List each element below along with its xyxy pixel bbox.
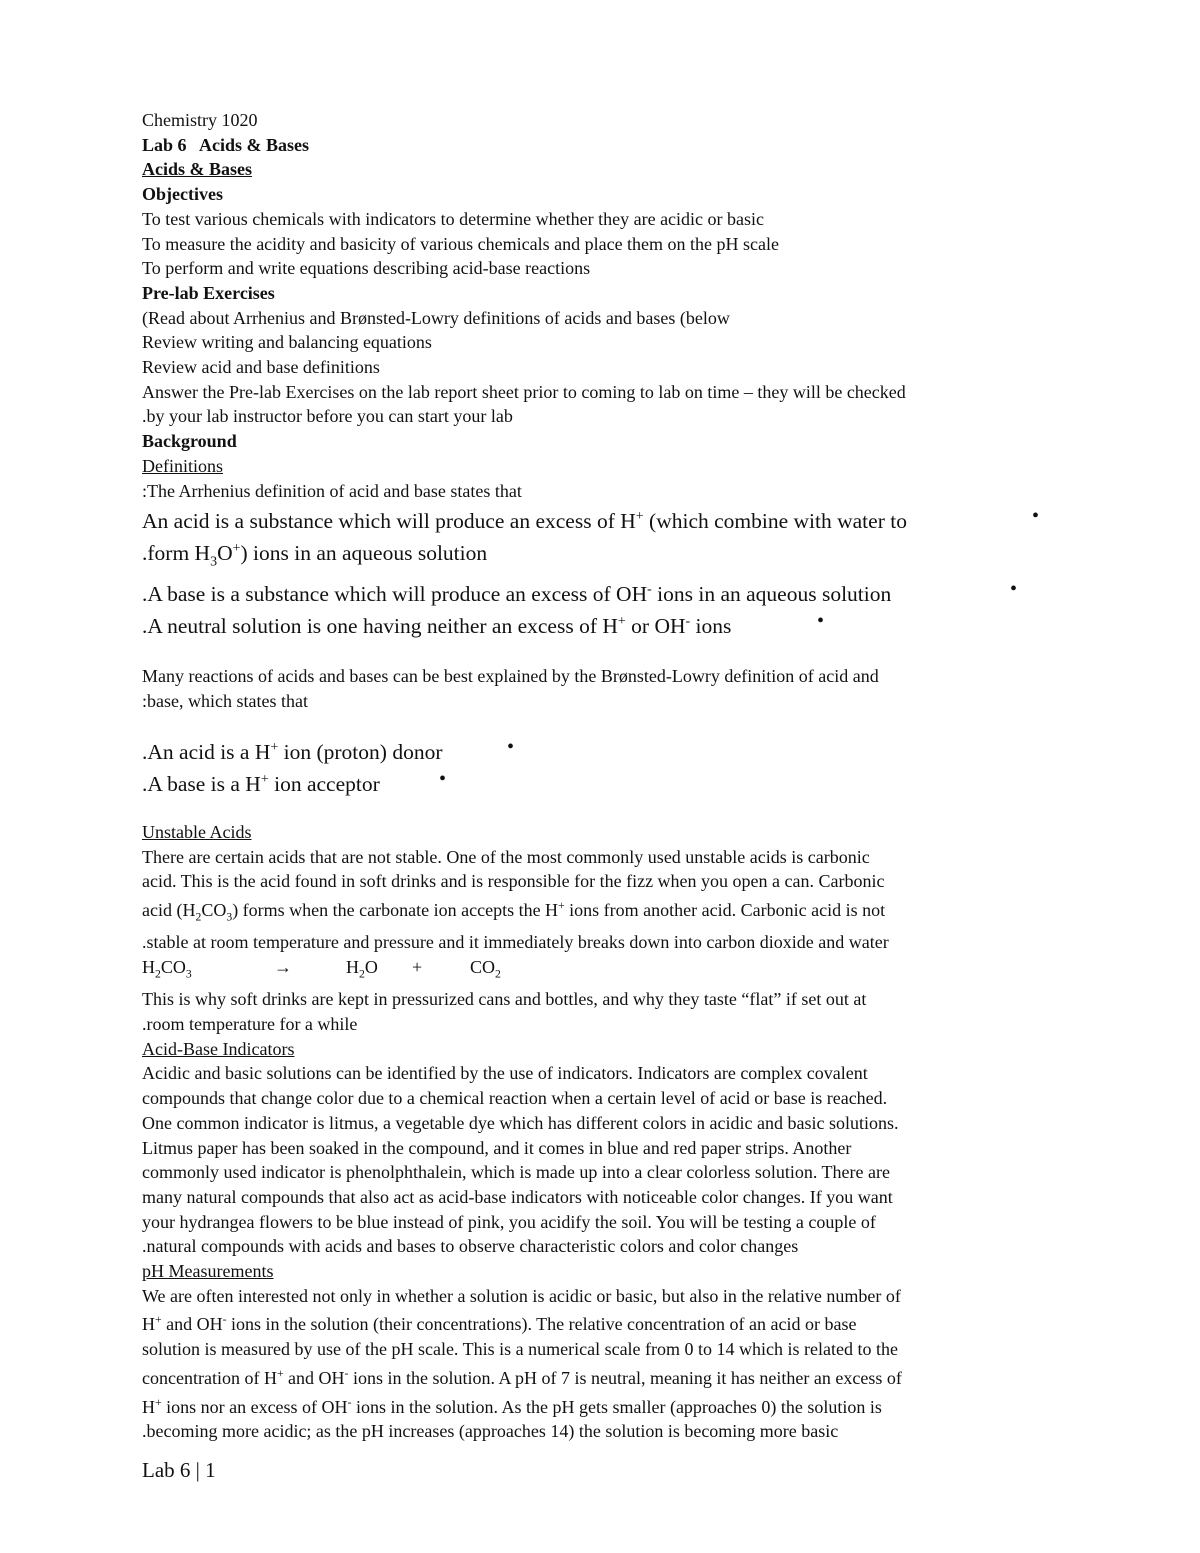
paragraph-line: commonly used indicator is phenolphthalein, which is made up into a clear colorless solution. There are [142,1162,890,1183]
arrhenius-base-text: .A base is a substance which will produce an excess of OH- ions in an aqueous solution [142,581,892,607]
arrhenius-acid-continued: .form $H_3O^+$) ions in an aqueous solution [142,541,488,570]
prelab-item: Review writing and balancing equations [142,332,432,353]
paragraph-line: compounds that change color due to a chemical reaction when a certain level of acid or base is reached. [142,1088,888,1109]
definitions-heading: Definitions [142,455,223,476]
paragraph-line: Litmus paper has been soaked in the compound, and it comes in blue and red paper strips. Another [142,1137,852,1158]
prelab-heading: Pre-lab Exercises [142,282,275,303]
section-title: Acids & Bases [142,159,253,180]
bronsted-intro: Many reactions of acids and bases can be best explained by the Brønsted-Lowry definition of acid and [142,666,879,687]
bronsted-acid-text: .An acid is a H+ ion (proton) donor [142,739,443,764]
paragraph-line: We are often interested not only in whether a solution is acidic or basic, but also in the relative number of [142,1285,901,1306]
carbonic-acid-equation: $H_2CO_3 \to H_2O + CO_2$ [142,957,501,981]
bronsted-acid-item [142,734,514,766]
paragraph-line: .room temperature for a while [142,1014,358,1034]
bullet-icon: • [438,767,446,790]
paragraph-line: .stable at room temperature and pressure and it immediately breaks down into carbon dioxide and water [142,932,889,953]
arrhenius-intro: :The Arrhenius definition of acid and base states that [142,480,522,501]
arrhenius-neutral-item [142,608,824,640]
page-footer: Lab 6 | 1 [142,1458,216,1482]
prelab-item: Review acid and base definitions [142,357,380,378]
bullet-icon: • [1031,505,1039,528]
prelab-item: .by your lab instructor before you can start your lab [142,406,513,427]
paragraph-line: One common indicator is litmus, a vegetable dye which has different colors in acidic and basic solutions. [142,1112,899,1133]
lab-title: Lab 6 Acids & Bases [142,134,310,155]
paragraph-line: many natural compounds that also act as acid-base indicators with noticeable color changes. If you want [142,1186,893,1207]
paragraph-line: This is why soft drinks are kept in pressurized cans and bottles, and why they taste “flat” if set out at [142,989,867,1010]
objective-item: To perform and write equations describing acid-base reactions [142,258,591,279]
indicators-heading: Acid-Base Indicators [142,1038,295,1059]
bullet-icon: • [506,735,514,758]
paragraph-line: H+ ions nor an excess of OH- ions in the solution. As the pH gets smaller (approaches 0) the solution is [142,1395,882,1417]
prelab-item: Answer the Pre-lab Exercises on the lab report sheet prior to coming to lab on time – they will be checked [142,381,906,402]
arrhenius-acid-item [142,503,1039,535]
paragraph-line: your hydrangea flowers to be blue instead of pink, you acidify the soil. You will be testing a couple of [142,1211,876,1232]
bronsted-base-text: .A base is a H+ ion acceptor [142,771,380,796]
bronsted-intro-continued: :base, which states that [142,690,308,711]
paragraph-line: There are certain acids that are not stable. One of the most commonly used unstable acids is carbonic [142,846,870,867]
paragraph-line: acid $(H_2CO_3)$ forms when the carbonate ion accepts the H+ ions from another acid. Carbonic acid is not [142,899,886,924]
prelab-item: (Read about Arrhenius and Brønsted-Lowry definitions of acids and bases (below [142,307,730,328]
unstable-acids-heading: Unstable Acids [142,821,252,842]
objective-item: To test various chemicals with indicators to determine whether they are acidic or basic [142,208,765,229]
arrow-icon: → [274,957,292,977]
arrhenius-base-item [142,576,1017,608]
bullet-icon: • [1009,577,1017,600]
paragraph-line: .natural compounds with acids and bases to observe characteristic colors and color changes [142,1236,799,1257]
objective-item: To measure the acidity and basicity of various chemicals and place them on the pH scale [142,233,780,254]
bronsted-base-item [142,766,446,798]
objectives-heading: Objectives [142,184,223,205]
arrhenius-acid-text: An acid is a substance which will produce an excess of H+ (which combine with water to [142,509,907,534]
paragraph-line: concentration of H+ and OH- ions in the solution. A pH of 7 is neutral, meaning it has neither an excess of [142,1366,902,1388]
document-body [142,108,1072,1444]
background-heading: Background [142,431,237,452]
paragraph-line: H+ and OH- ions in the solution (their concentrations). The relative concentration of an acid or base [142,1313,857,1335]
paragraph-line: .becoming more acidic; as the pH increases (approaches 14) the solution is becoming more basic [142,1421,839,1442]
paragraph-line: acid. This is the acid found in soft drinks and is responsible for the fizz when you open a can. Carbonic [142,871,885,892]
ph-heading: pH Measurements [142,1261,274,1282]
bullet-icon: • [816,610,824,633]
paragraph-line: solution is measured by use of the pH scale. This is a numerical scale from 0 to 14 which is related to the [142,1339,898,1360]
paragraph-line: Acidic and basic solutions can be identified by the use of indicators. Indicators are complex covalent [142,1063,868,1084]
arrhenius-neutral-text: .A neutral solution is one having neither an excess of H+ or OH- ions [142,614,732,639]
course-title: Chemistry 1020 [142,110,258,130]
